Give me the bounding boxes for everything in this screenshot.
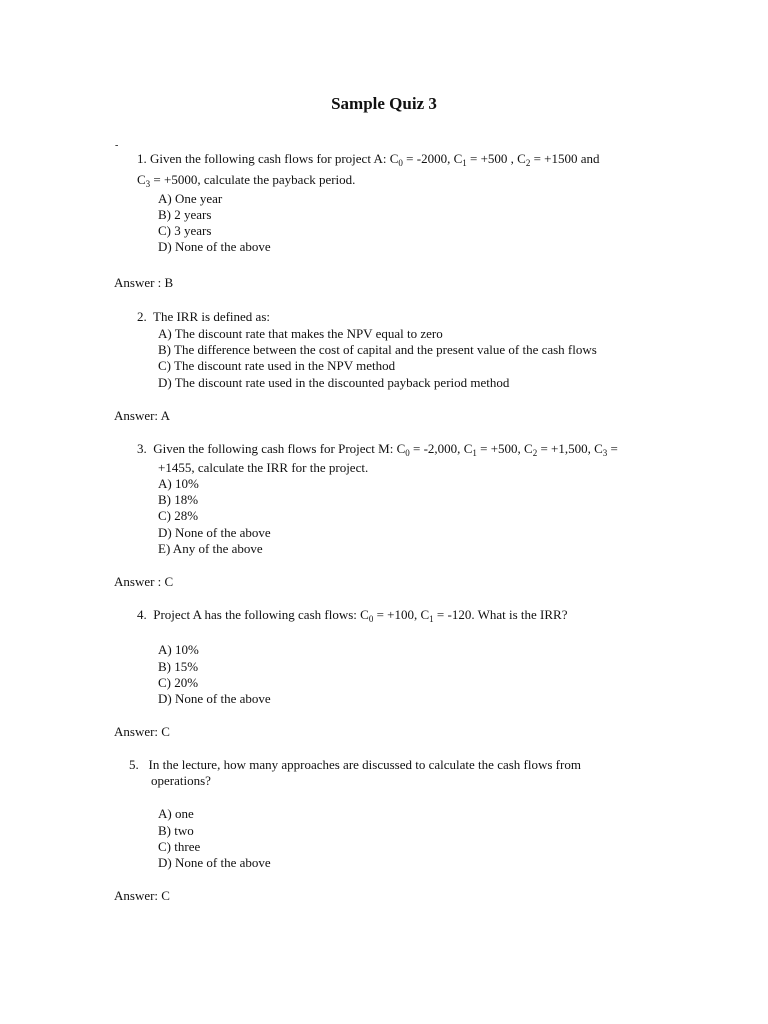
option-b: B) The difference between the cost of capital and the present value of the cash flows [158,342,597,357]
option-b: B) 2 years [158,207,212,222]
question-text: Project A has the following cash flows: [153,607,357,622]
option-d: D) None of the above [158,239,271,254]
cash-flow-c1: $C_1$ [453,151,467,168]
cash-flow-c2: $C_2$ [517,151,531,168]
answer-1: Answer : B [114,275,174,290]
option-c: C) three [158,839,201,854]
question-text: In the lecture, how many approaches are discussed to calculate the cash flows from [148,757,581,772]
question-5-line-2: operations? [151,773,211,788]
question-5-line-1 [129,757,581,773]
answer-4: Answer: C [114,724,170,739]
cash-flow-c3: $C_3$ [594,441,608,458]
option-a: A) 10% [158,642,199,657]
option-a: A) The discount rate that makes the NPV equal to zero [158,326,443,341]
question-1-line-1: 1. Given the following cash flows for project A: $C_0 = -2000$, $C_1 = +500$ , $C_2 = +1500$ and [137,151,600,168]
question-number: 5. [129,757,139,772]
question-text: The IRR is defined as: [153,309,270,324]
question-3-line-2: +1455, calculate the IRR for the project. [158,460,369,475]
question-text: Given the following cash flows for project A: [150,151,387,166]
option-c: C) The discount rate used in the NPV method [158,358,396,373]
option-b: B) 15% [158,659,199,674]
cash-flow-c0: $C_0$ [396,441,410,458]
page-title: Sample Quiz 3 [331,94,437,113]
question-number: 3. [137,441,147,456]
option-e: E) Any of the above [158,541,263,556]
option-c: C) 20% [158,675,199,690]
question-4: 4. Project A has the following cash flows: $C_0 = +100$, $C_1 = -120$. What is the IRR? [137,607,568,624]
answer-3: Answer : C [114,574,174,589]
cash-flow-c2: $C_2$ [524,441,538,458]
cash-flow-c1: $C_1$ [420,607,434,624]
cash-flow-c3: $C_3$ [137,172,151,189]
option-b: B) two [158,823,194,838]
option-d: D) None of the above [158,525,271,540]
question-3-line-1: 3. Given the following cash flows for Project M: $C_0 = -2,000$, $C_1 = +500$, $C_2 = +1,500$, $C_3$ = [137,441,618,458]
question-1-line-2: $C_3 = +5000$, calculate the payback period. [137,172,356,189]
cash-flow-c1: $C_1$ [463,441,477,458]
answer-2: Answer: A [114,408,170,423]
question-number: 4. [137,607,147,622]
question-number: 1. [137,151,147,166]
option-d: D) None of the above [158,855,271,870]
stray-mark: - [115,140,119,151]
cash-flow-c0: $C_0$ [389,151,403,168]
cash-flow-c0: $C_0$ [360,607,374,624]
option-b: B) 18% [158,492,199,507]
option-c: C) 3 years [158,223,212,238]
question-text: Given the following cash flows for Project M: [153,441,394,456]
answer-5: Answer: C [114,888,170,903]
question-2 [137,309,270,325]
option-a: A) One year [158,191,223,206]
option-d: D) The discount rate used in the discounted payback period method [158,375,510,390]
option-a: A) 10% [158,476,199,491]
question-number: 2. [137,309,147,324]
option-c: C) 28% [158,508,199,523]
option-d: D) None of the above [158,691,271,706]
option-a: A) one [158,806,194,821]
